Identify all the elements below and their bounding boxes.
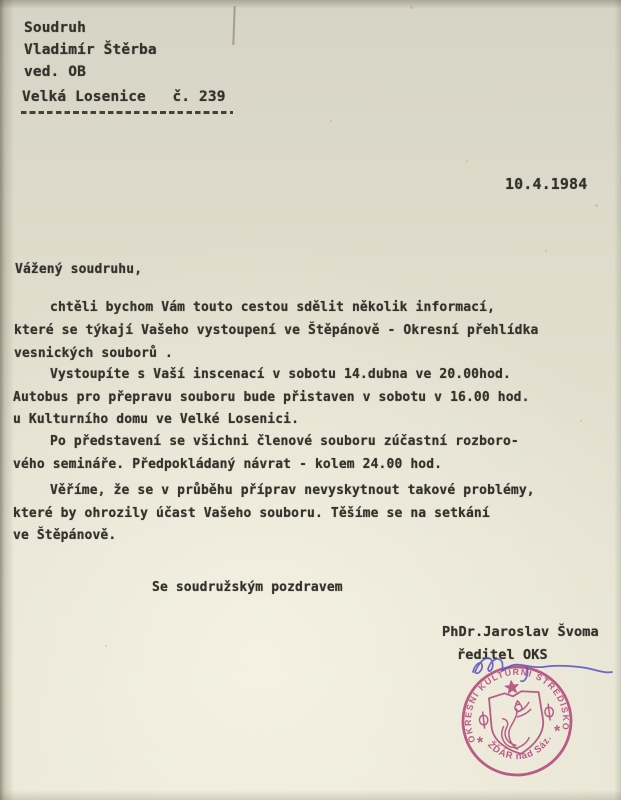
stamp-phi-icon-left (478, 712, 488, 729)
body-line-11: ve Štěpánově. (13, 528, 117, 543)
stamp-text-top: OKRESNÍ KULTURNÍ STŘEDISKO (462, 666, 572, 745)
body-line-9: Věříme, že se v průběhu příprav nevyskytnout takové problémy, (50, 483, 535, 498)
salutation: Vážený soudruhu, (15, 262, 143, 277)
paper-speck (595, 204, 598, 207)
recipient-line-address: Velká Losenice č. 239 (22, 89, 226, 105)
body-line-6: u Kulturního domu ve Velké Losenici. (13, 412, 300, 427)
body-line-1: chtěli bychom Vám touto cestou sdělit několik informací, (50, 300, 496, 315)
body-line-2: které se týkají Vašeho vystoupení ve Štěpánově - Okresní přehlídka (14, 323, 539, 338)
stamp-asterisk-right: * (553, 722, 562, 741)
paper-speck (545, 250, 547, 252)
signer-name: PhDr.Jaroslav Švoma (442, 624, 599, 640)
scan-scratch-mark (232, 6, 235, 45)
letter-date: 10.4.1984 (505, 175, 588, 193)
recipient-line-role: ved. OB (24, 64, 86, 80)
recipient-line-name: Vladimír Štěrba (24, 42, 157, 58)
stamp-lion-icon (498, 699, 535, 751)
stamp-asterisk-left: * (476, 734, 485, 752)
paper-speck (330, 120, 332, 122)
paper-speck (105, 645, 107, 647)
signer-title: ředitel OKS (457, 647, 548, 663)
closing-phrase: Se soudružským pozdravem (152, 580, 343, 595)
paper-speck (466, 160, 468, 162)
paper-speck (410, 6, 413, 9)
body-line-10: které by ohrozily účast Vašeho souboru. Těšíme se na setkání (13, 506, 490, 521)
typed-dashed-underline (21, 111, 233, 114)
stamp-text-bottom: ŽĎÁR nad Sáz. (485, 733, 555, 763)
recipient-line-salutation: Soudruh (24, 20, 86, 36)
handwritten-signature (455, 645, 621, 695)
body-line-3: vesnických souborů . (14, 346, 173, 361)
body-line-4: Vystoupíte s Vaší inscenací v sobotu 14.dubna ve 20.00hod. (50, 367, 511, 382)
paper-speck (580, 420, 582, 422)
stamp-phi-icon-right (544, 704, 554, 721)
body-line-8: vého semináře. Předpokládaný návrat - kolem 24.00 hod. (13, 457, 443, 472)
body-line-5: Autobus pro přepravu souboru bude přistaven v sobotu v 16.00 hod. (13, 390, 530, 405)
body-line-7: Po představení se všichni členové souboru zúčastní rozboro- (50, 434, 519, 449)
